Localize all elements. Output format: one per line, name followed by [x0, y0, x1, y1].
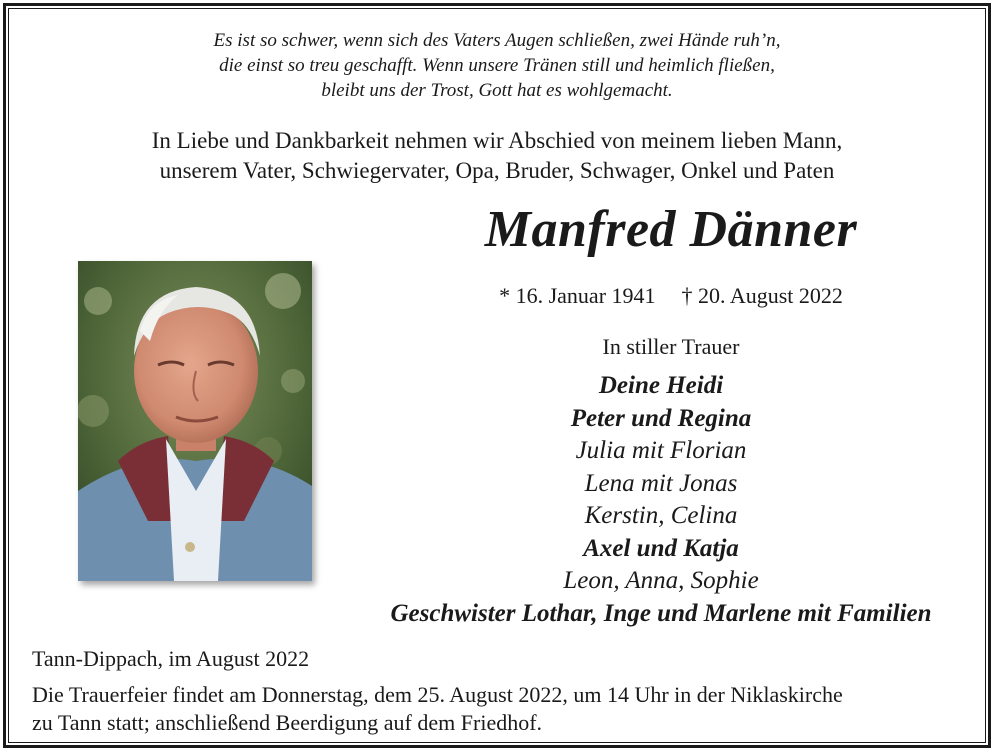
portrait-photo [78, 261, 312, 581]
family-member: Leon, Anna, Sophie [563, 567, 759, 594]
family-list [306, 370, 1000, 630]
family-member: Geschwister Lothar, Inge und Marlene mit Familien [390, 599, 932, 627]
birth-date: * 16. Januar 1941 [499, 283, 656, 308]
family-member: Kerstin, Celina [584, 502, 738, 529]
funeral-info-line: Die Trauerfeier findet am Donnerstag, dem 25. August 2022, um 14 Uhr in der Niklaskirche [32, 682, 843, 707]
poem-line: die einst so treu geschafft. Wenn unsere Tränen still und heimlich fließen, [219, 55, 775, 76]
obituary-frame [3, 3, 991, 748]
family-member: Axel und Katja [583, 534, 739, 562]
family-member: Lena mit Jonas [584, 469, 738, 497]
family-member: Peter und Regina [570, 404, 752, 432]
funeral-info-line: zu Tann statt; anschließend Beerdigung auf dem Friedhof. [32, 710, 543, 735]
funeral-info [32, 681, 843, 737]
life-dates [446, 281, 896, 311]
intro-text [6, 126, 988, 186]
portrait-illustration [78, 261, 312, 581]
intro-line: In Liebe und Dankbarkeit nehmen wir Abschied von meinem lieben Mann, [151, 128, 843, 153]
family-member: Julia mit Florian [575, 437, 747, 464]
place-and-date: Tann-Dippach, im August 2022 [32, 646, 310, 671]
poem [6, 28, 988, 103]
poem-line: Es ist so schwer, wenn sich des Vaters Augen schließen, zwei Hände ruh’n, [213, 30, 781, 51]
death-date: † 20. August 2022 [681, 283, 843, 308]
poem-line: bleibt uns der Trost, Gott hat es wohlgemacht. [321, 80, 673, 101]
family-member: Deine Heidi [598, 372, 724, 399]
intro-line: unserem Vater, Schwiegervater, Opa, Bruder, Schwager, Onkel und Paten [159, 158, 835, 183]
deceased-name: Manfred Dänner [484, 201, 858, 258]
mourning-label: In stiller Trauer [602, 334, 740, 359]
